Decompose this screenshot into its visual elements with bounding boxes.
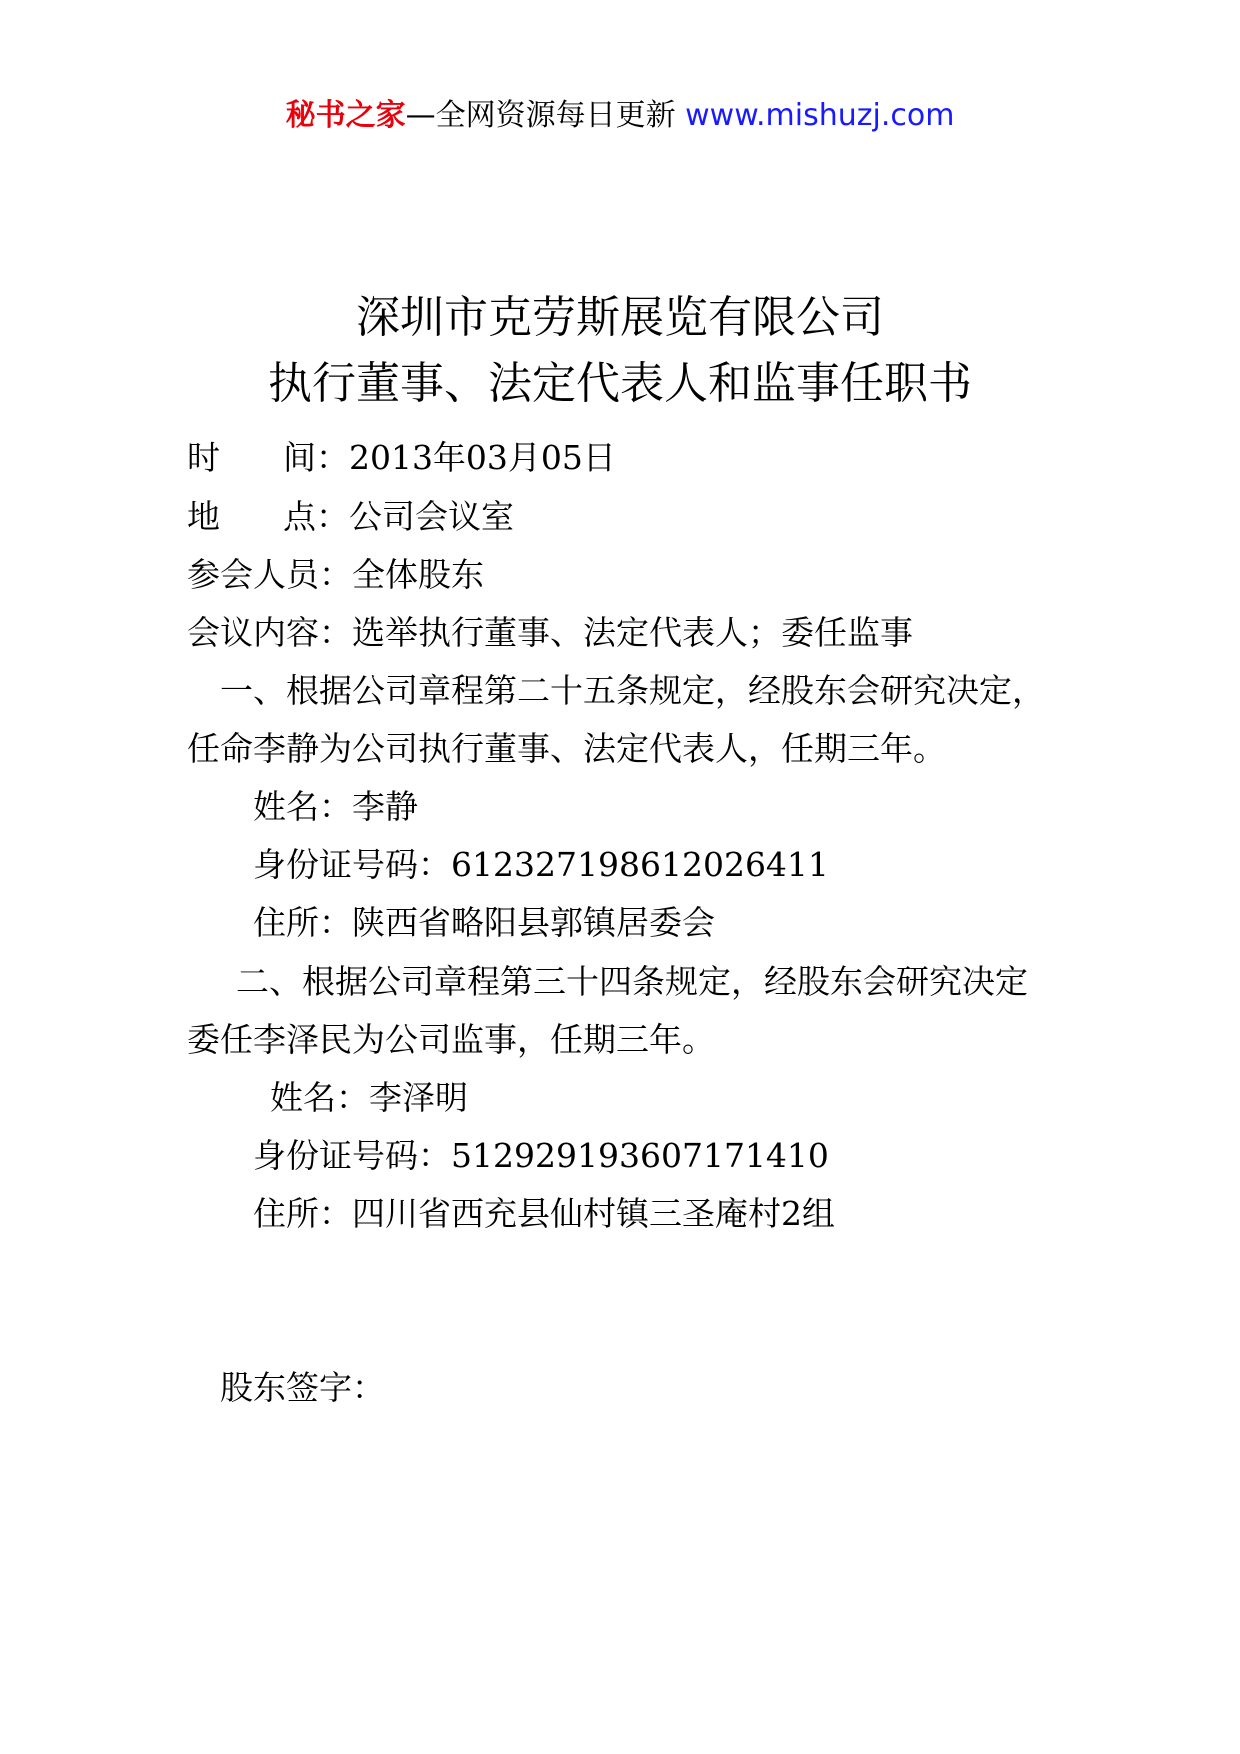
meeting-time-label: 时 间：	[187, 438, 349, 477]
meeting-content-label: 会议内容：	[187, 613, 352, 652]
item1-name-value: 李静	[352, 787, 418, 826]
meeting-place-value: 公司会议室	[348, 497, 514, 536]
item1-paragraph-line1: 一、根据公司章程第二十五条规定，经股东会研究决定，	[220, 671, 1045, 710]
item2-paragraph-line1: 二、根据公司章程第三十四条规定，经股东会研究决定	[236, 962, 1028, 1001]
item1-id-label: 身份证号码：	[253, 845, 451, 884]
banner-url-link[interactable]: www.mishuzj.com	[685, 98, 955, 133]
item1-paragraph-line2: 任命李静为公司执行董事、法定代表人，任期三年。	[187, 729, 946, 768]
document-title-company: 深圳市克劳斯展览有限公司	[356, 292, 884, 343]
meeting-attendees-label: 参会人员：	[187, 555, 352, 594]
item2-id-row	[253, 1134, 829, 1178]
item2-name-row	[270, 1076, 468, 1120]
banner-slogan: —全网资源每日更新	[405, 98, 686, 133]
item2-name-value: 李泽明	[369, 1078, 468, 1117]
item2-id-value: 512929193607171410	[451, 1136, 829, 1175]
banner-brand: 秘书之家	[285, 98, 406, 133]
meeting-content-value: 选举执行董事、法定代表人；委任监事	[352, 613, 913, 652]
meeting-attendees-row	[187, 553, 484, 597]
item2-address-value: 四川省西充县仙村镇三圣庵村2组	[352, 1194, 835, 1233]
item2-address-row	[253, 1192, 835, 1236]
meeting-time-row	[187, 436, 616, 480]
item1-address-row	[253, 901, 715, 945]
document-title-subject: 执行董事、法定代表人和监事任职书	[268, 358, 972, 409]
item2-paragraph-line2: 委任李泽民为公司监事，任期三年。	[187, 1020, 715, 1059]
meeting-place-label: 地 点：	[187, 497, 349, 536]
item2-id-label: 身份证号码：	[253, 1136, 451, 1175]
meeting-place-row	[187, 495, 514, 539]
item2-name-label: 姓名：	[270, 1078, 369, 1117]
item1-name-label: 姓名：	[253, 787, 352, 826]
item1-id-value: 612327198612026411	[451, 845, 829, 884]
meeting-attendees-value: 全体股东	[352, 555, 484, 594]
item1-address-label: 住所：	[253, 903, 352, 942]
site-banner	[0, 96, 1240, 136]
item1-address-value: 陕西省略阳县郭镇居委会	[352, 903, 715, 942]
item2-address-label: 住所：	[253, 1194, 352, 1233]
meeting-content-row	[187, 611, 913, 655]
shareholder-signature-label: 股东签字：	[220, 1368, 385, 1407]
item1-name-row	[253, 785, 418, 829]
meeting-time-value: 2013年03月05日	[348, 438, 616, 477]
item1-id-row	[253, 843, 829, 887]
